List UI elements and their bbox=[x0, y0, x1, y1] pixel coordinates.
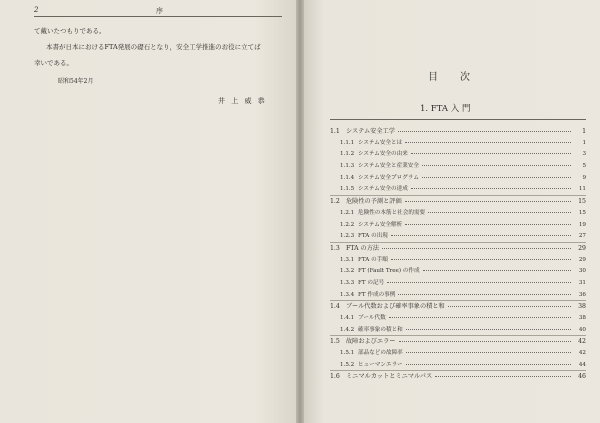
toc-number: 1.4.1 bbox=[340, 315, 355, 321]
toc-number: 1.2.1 bbox=[340, 209, 355, 216]
preface-line: て戴いたつもりである。 bbox=[34, 27, 106, 35]
toc-entry-title: システム安全解析 bbox=[358, 221, 403, 228]
section-divider bbox=[330, 335, 586, 336]
toc-entry-title: FTA の手順 bbox=[358, 256, 388, 263]
toc-number: 1.1.3 bbox=[340, 163, 355, 170]
chapter-title: 1. FTA 入 門 bbox=[420, 104, 471, 114]
toc-title: 目 次 bbox=[428, 72, 476, 83]
toc-section-row bbox=[330, 371, 586, 383]
toc-leader-dots bbox=[406, 351, 571, 353]
toc-subsection-row bbox=[330, 313, 586, 325]
toc-page-number: 36 bbox=[578, 291, 586, 298]
toc-number: 1.5 bbox=[330, 338, 340, 346]
preface-line: 幸いである。 bbox=[34, 59, 73, 67]
toc-entry-title: 故障およびエラー bbox=[346, 338, 396, 346]
toc-page-number: 44 bbox=[578, 361, 586, 368]
toc-entry-title: FTA の方法 bbox=[346, 244, 380, 252]
toc-number: 1.2.2 bbox=[340, 221, 355, 228]
page-number: 2 bbox=[34, 6, 39, 14]
toc-number: 1.1.2 bbox=[340, 151, 355, 158]
toc-page-number: 31 bbox=[578, 279, 586, 286]
toc-number: 1.4.2 bbox=[340, 326, 355, 333]
toc-leader-dots bbox=[398, 293, 571, 295]
toc-leader-dots bbox=[391, 234, 571, 236]
toc-entry-title: FTA の出現 bbox=[358, 233, 388, 240]
section-divider bbox=[330, 242, 586, 243]
toc-section-row bbox=[330, 196, 586, 208]
toc-leader-dots bbox=[411, 187, 571, 189]
toc-number: 1.3 bbox=[330, 244, 340, 252]
toc-page-number: 29 bbox=[578, 244, 586, 252]
toc-subsection-row bbox=[330, 208, 586, 220]
toc-entry-title: 危険性の予測と評価 bbox=[346, 198, 402, 206]
toc-page-number: 1 bbox=[582, 128, 586, 135]
toc-number: 1.5.1 bbox=[340, 350, 355, 357]
chapter-rule bbox=[330, 119, 586, 120]
section-divider bbox=[330, 300, 586, 301]
toc-leader-dots bbox=[391, 258, 571, 260]
toc-subsection-row bbox=[330, 173, 586, 185]
toc-page-number: 19 bbox=[578, 221, 586, 228]
toc-leader-dots bbox=[406, 363, 571, 365]
toc-leader-dots bbox=[405, 223, 571, 225]
toc-section-row bbox=[330, 336, 586, 348]
toc-page-number: 15 bbox=[578, 209, 586, 216]
toc-entry-title: ブール代数および確率事象の積と和 bbox=[346, 303, 445, 311]
section-divider bbox=[330, 195, 586, 196]
toc-page-number: 38 bbox=[578, 315, 586, 321]
toc-subsection-row bbox=[330, 348, 586, 360]
toc-entry-title: ヒューマンエラー bbox=[358, 361, 403, 368]
toc-section-row bbox=[330, 243, 586, 255]
toc-page-number: 42 bbox=[578, 350, 586, 357]
toc-entry-title: 危険性の本筋と社会的需要 bbox=[358, 209, 426, 216]
toc-number: 1.5.2 bbox=[340, 361, 355, 368]
preface-date: 昭和54年2月 bbox=[58, 78, 94, 85]
toc-leader-dots bbox=[428, 211, 571, 213]
toc-subsection-row bbox=[330, 161, 586, 173]
toc-entry-title: FT の記号 bbox=[358, 279, 385, 286]
toc-entry-title: システム安全プログラム bbox=[358, 174, 419, 181]
toc-number: 1.1.1 bbox=[340, 139, 355, 146]
toc-page-number: 11 bbox=[578, 186, 586, 193]
author-signature: 井 上 威 恭 bbox=[218, 97, 267, 105]
toc-entry-title: システム安全とは bbox=[358, 139, 403, 146]
toc-entry-title: ミニマルカットとミニマルパス bbox=[346, 373, 433, 381]
toc-number: 1.6 bbox=[330, 373, 340, 381]
toc-entry-title: システム安全工学 bbox=[346, 128, 395, 135]
toc-subsection-row bbox=[330, 220, 586, 232]
toc-page-number: 15 bbox=[578, 198, 586, 206]
toc-leader-dots bbox=[399, 340, 572, 342]
running-head: 序 bbox=[156, 7, 163, 15]
section-divider bbox=[330, 370, 586, 371]
toc-page-number: 3 bbox=[582, 151, 586, 158]
toc-number: 1.2.3 bbox=[340, 233, 355, 240]
toc-page-number: 1 bbox=[582, 139, 586, 146]
toc-leader-dots bbox=[423, 269, 571, 271]
toc-leader-dots bbox=[411, 152, 571, 154]
toc-leader-dots bbox=[448, 305, 571, 307]
toc-subsection-row bbox=[330, 266, 586, 278]
header-rule bbox=[34, 16, 282, 17]
toc-number: 1.3.2 bbox=[340, 268, 355, 275]
toc-leader-dots bbox=[435, 375, 571, 377]
toc-subsection-row bbox=[330, 255, 586, 267]
toc-number: 1.1.4 bbox=[340, 174, 355, 181]
toc-page-number: 5 bbox=[582, 163, 586, 170]
toc-leader-dots bbox=[405, 141, 571, 143]
toc-subsection-row bbox=[330, 278, 586, 290]
toc-page-number: 29 bbox=[578, 256, 586, 263]
toc-entry-title: システム安全の由来 bbox=[358, 151, 408, 158]
toc-leader-dots bbox=[387, 281, 571, 283]
book-gutter bbox=[296, 0, 304, 423]
toc-leader-dots bbox=[398, 130, 571, 132]
toc-number: 1.3.4 bbox=[340, 291, 355, 298]
toc-page-number: 30 bbox=[578, 268, 586, 275]
toc-leader-dots bbox=[405, 200, 571, 202]
toc-entry-title: ブール代数 bbox=[358, 315, 386, 321]
preface-line: 本書が日本におけるFTA発展の礎石となり，安全工学推進のお役に立てば bbox=[46, 43, 261, 51]
toc-number: 1.4 bbox=[330, 303, 340, 311]
toc-number: 1.2 bbox=[330, 198, 340, 206]
toc-page-number: 27 bbox=[578, 233, 586, 240]
toc-number: 1.3.1 bbox=[340, 256, 355, 263]
toc-leader-dots bbox=[406, 328, 571, 330]
toc-section-row bbox=[330, 301, 586, 313]
toc-number: 1.1.5 bbox=[340, 186, 355, 193]
toc-subsection-row bbox=[330, 149, 586, 161]
toc-leader-dots bbox=[382, 247, 571, 249]
toc-page-number: 40 bbox=[578, 326, 586, 333]
toc-page-number: 9 bbox=[582, 174, 586, 181]
toc-section-row bbox=[330, 126, 586, 138]
toc-number: 1.1 bbox=[330, 128, 340, 135]
toc-entry-title: FT 作成の事例 bbox=[358, 291, 396, 298]
toc-leader-dots bbox=[422, 164, 571, 166]
toc-entry-title: FT (Fault Tree) の作成 bbox=[358, 268, 420, 275]
toc-page-number: 46 bbox=[578, 373, 586, 381]
toc-subsection-row bbox=[330, 138, 586, 150]
toc-page-number: 38 bbox=[578, 303, 586, 311]
toc-entry-title: 確率事象の積と和 bbox=[358, 326, 403, 333]
toc-page-number: 42 bbox=[578, 338, 586, 346]
toc-entry-title: システム安全の達成 bbox=[358, 186, 408, 193]
toc-number: 1.3.3 bbox=[340, 279, 355, 286]
toc-leader-dots bbox=[422, 176, 571, 178]
toc-leader-dots bbox=[389, 316, 571, 318]
toc-entry-title: システム安全と産業安全 bbox=[358, 163, 419, 170]
toc-entry-title: 部品などの故障率 bbox=[358, 350, 403, 357]
table-of-contents bbox=[330, 126, 586, 383]
